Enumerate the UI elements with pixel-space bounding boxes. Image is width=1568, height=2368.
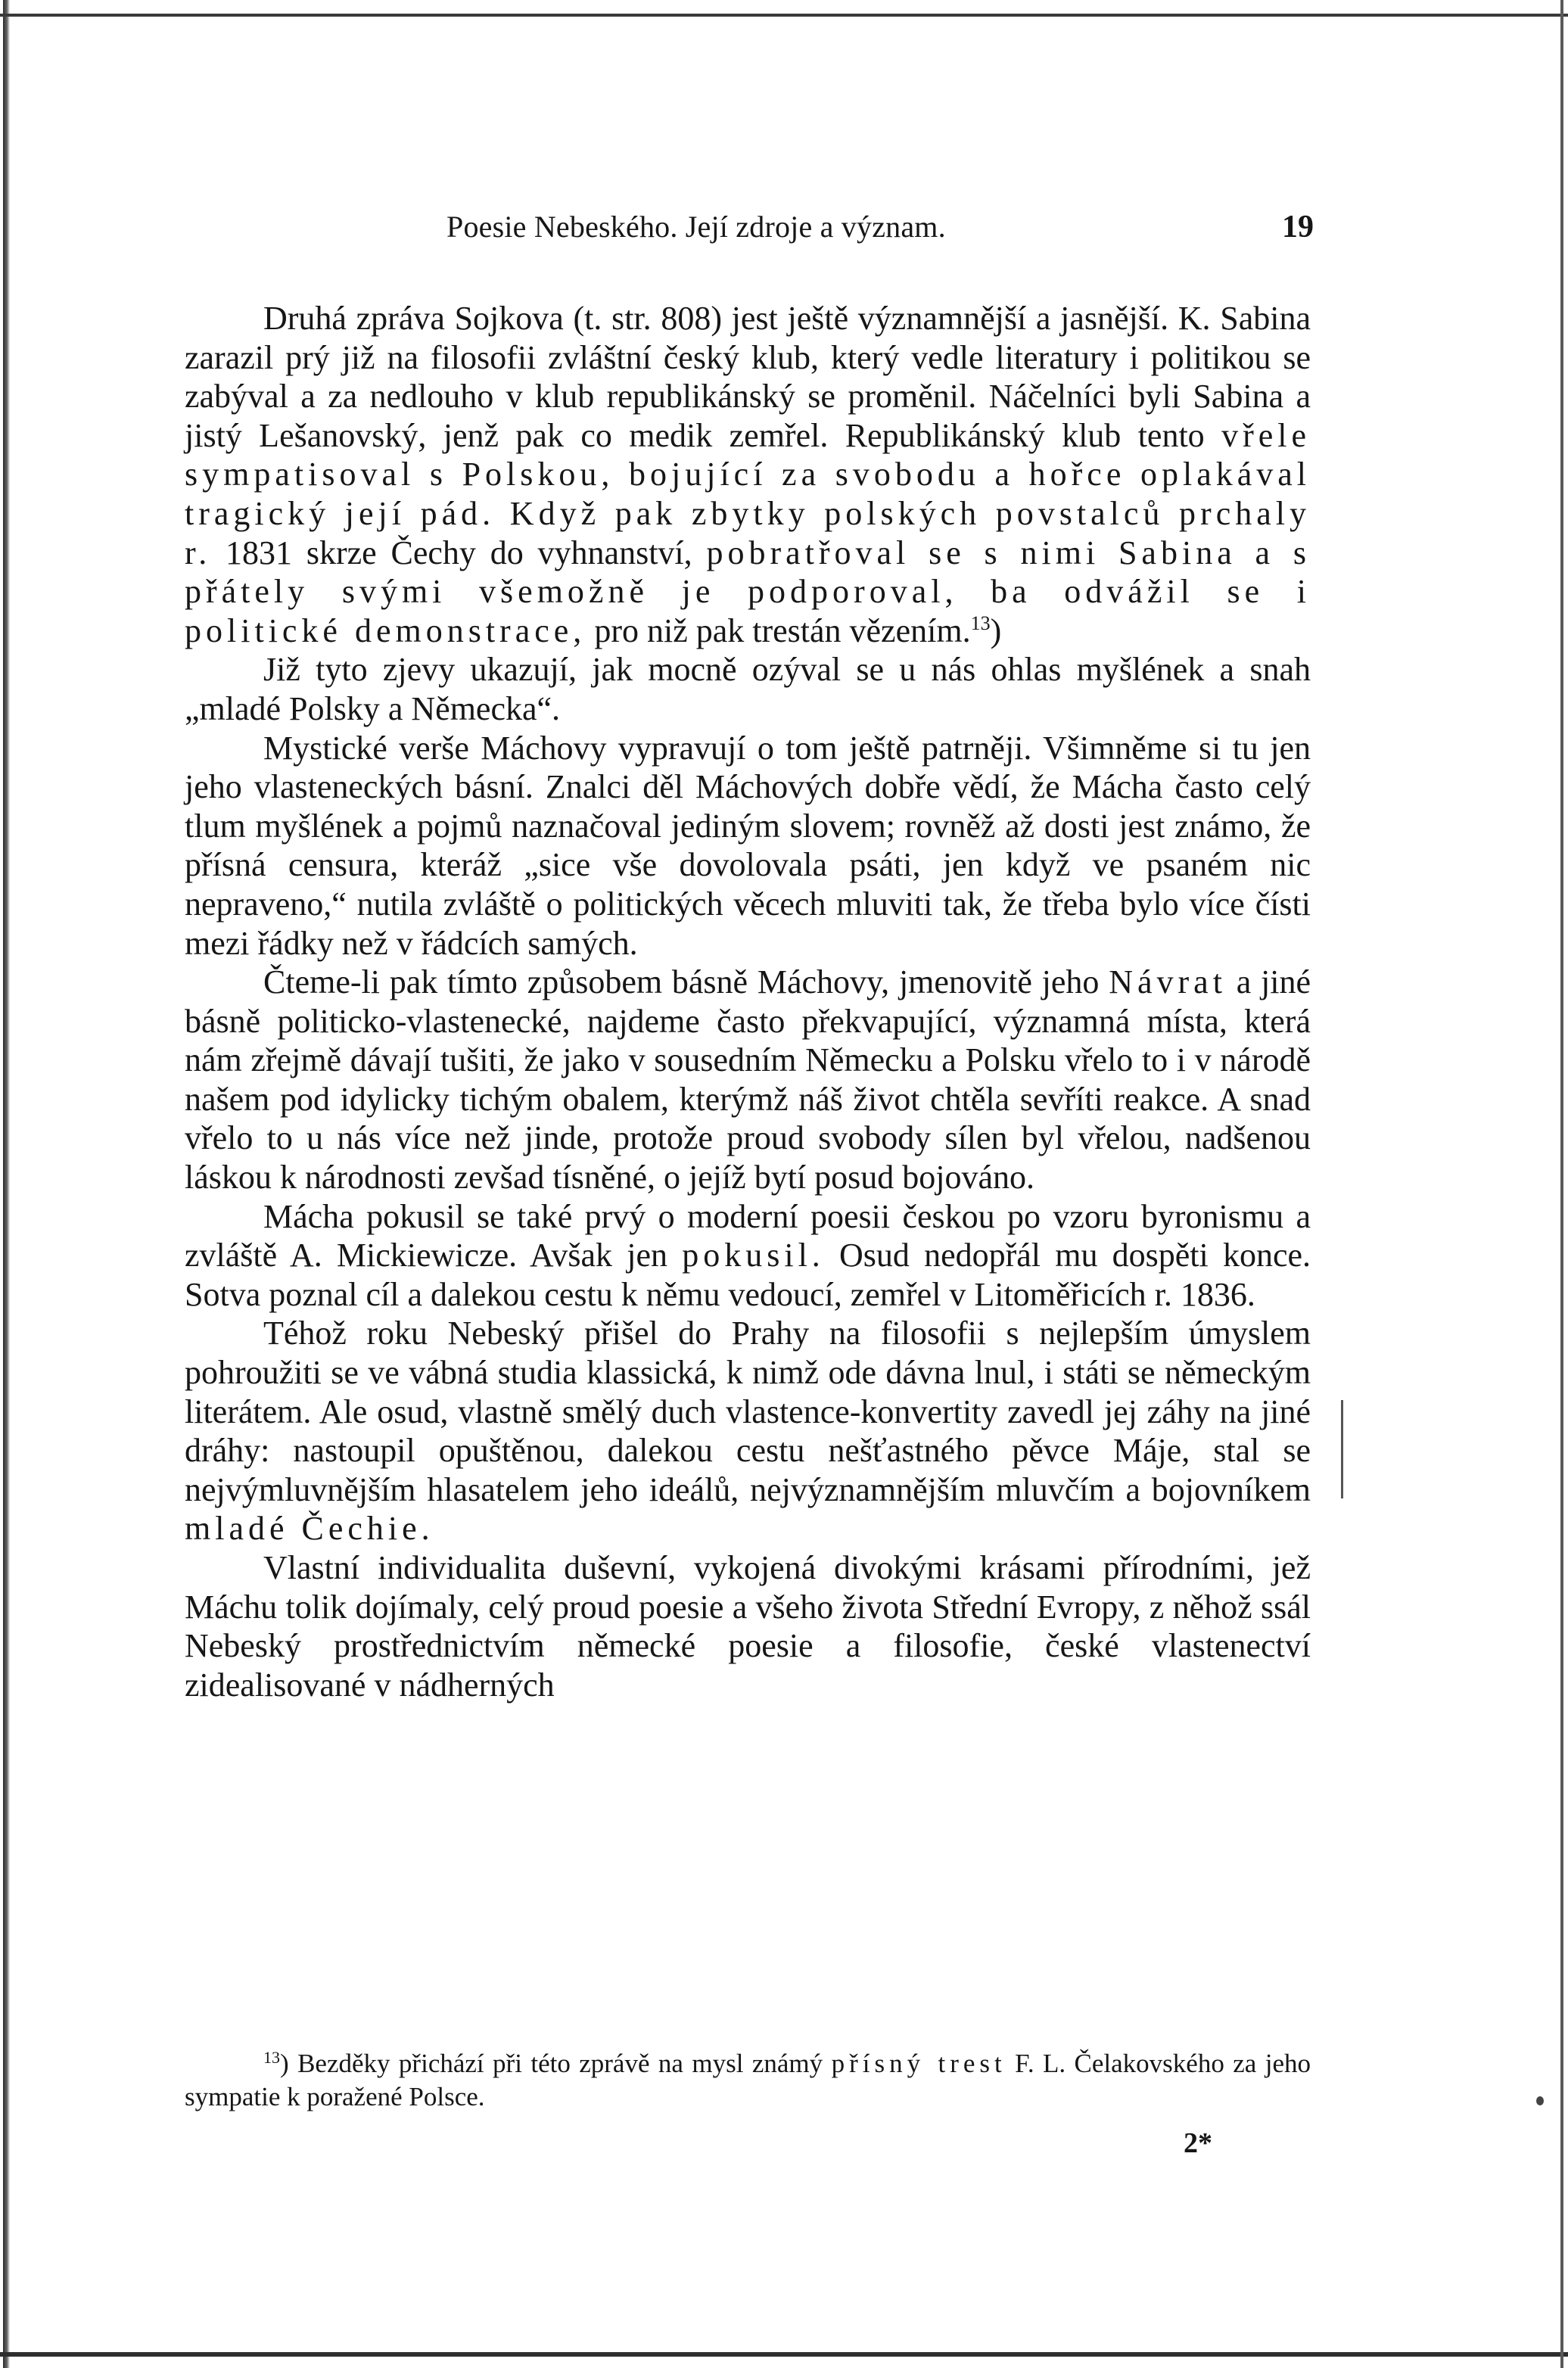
text-run: Druhá zpráva Sojkova (t. str. 808) jest ještě významnější a jasnější. K. Sabina zarazil prý již na filosofii zvláštní český klub, který vedle literatury i politikou se zabýval a za nedlouho v klub republikánský se proměnil. Náčelníci byli Sabina a jistý Lešanovský, jenž pak co medik zemřel. Republikánský klub tento bbox=[185, 300, 1311, 454]
spaced-emphasis-text: přísný trest bbox=[831, 2049, 1006, 2078]
body-text bbox=[185, 299, 1311, 1704]
text-run: Mystické verše Máchovy vypravují o tom ještě patrněji. Všimněme si tu jen jeho vlasteneckých básní. Znalci děl Máchových dobře vědí, že Mácha často celý tlum myšlének a pojmů naznačoval jediným slovem; rovněž až dosti jest známo, že přísná censura, kteráž „sice vše dovolovala psáti, jen když ve psaném nic nepraveno,“ nutila zvláště o politických věcech mluviti tak, že třeba bylo více čísti mezi řádky než v řádcích samých. bbox=[185, 729, 1311, 962]
paragraph bbox=[185, 1548, 1311, 1704]
footnote-mark: 13 bbox=[263, 2048, 280, 2067]
page-edge-left bbox=[3, 0, 10, 2368]
running-header bbox=[182, 204, 1314, 250]
paragraph bbox=[185, 963, 1311, 1197]
page-edge-top bbox=[0, 14, 1568, 17]
spaced-emphasis-text: pobratřoval se s nimi Sabina a s přátely svými všemožně je podporoval, ba odvážil se i politické demonstrace, bbox=[185, 534, 1311, 649]
text-run: Mácha pokusil se také prvý o moderní poesii českou po vzoru byronismu a zvláště A. Mickiewicze. Avšak jen bbox=[185, 1197, 1311, 1274]
spaced-emphasis-text: mladé Čechie. bbox=[185, 1510, 434, 1548]
margin-dot-mark bbox=[1536, 2096, 1544, 2105]
text-run: Již tyto zjevy ukazují, jak mocně ozýval se u nás ohlas myšlének a snah „mladé Polsky a Německa“. bbox=[185, 651, 1311, 727]
spaced-emphasis-text: vřele sympatisoval s Polskou, bojující za svobodu a hořce oplakával tragický její pád. Když pak zbytky polských povstalců prchaly r. bbox=[185, 416, 1311, 571]
text-run: F. L. Čelakovského za jeho sympatie k poražené Polsce. bbox=[185, 2049, 1311, 2111]
footnote-reference: 13 bbox=[970, 611, 991, 634]
text-run: Téhož roku Nebeský přišel do Prahy na filosofii s nejlepším úmyslem pohroužiti se ve vábná studia klassická, k nimž ode dávna lnul, i státi se německým literátem. Ale osud, vlastně smělý duch vlastence-konvertity zavedl jej záhy na jiné dráhy: nastoupil opuštěnou, dalekou cestu nešťastného pěvce Máje, stal se nejvýmluvnějším hlasatelem jeho ideálů, nejvýznamnějším mluvčím a bojovníkem bbox=[185, 1315, 1311, 1508]
page-edge-bottom bbox=[0, 2352, 1568, 2357]
running-title: Poesie Nebeského. Její zdroje a význam. bbox=[446, 210, 946, 244]
signature-mark: 2* bbox=[1184, 2127, 1212, 2159]
spaced-emphasis-text: pokusil. bbox=[682, 1237, 825, 1274]
margin-pencil-mark bbox=[1341, 1400, 1343, 1498]
text-run: ) bbox=[990, 611, 1002, 649]
footnote bbox=[185, 2047, 1311, 2114]
paragraph bbox=[185, 729, 1311, 963]
text-run: pro niž pak trestán vězením. bbox=[586, 611, 971, 649]
text-run: ) Bezděky přichází při této zprávě na mysl známý bbox=[280, 2049, 832, 2078]
paragraph bbox=[185, 1197, 1311, 1315]
paragraph bbox=[185, 1314, 1311, 1548]
page-number: 19 bbox=[1282, 210, 1314, 244]
text-run: Osud nedopřál mu dospěti konce. Sotva poznal cíl a dalekou cestu k němu vedoucí, zemřel v Litoměřicích r. 1836. bbox=[185, 1237, 1311, 1313]
footnote-paragraph bbox=[185, 2047, 1311, 2114]
text-run: 1831 skrze Čechy do vyhnanství, bbox=[211, 534, 707, 571]
text-run: Čteme-li pak tímto způsobem básně Máchovy, jmenovitě jeho bbox=[263, 963, 1109, 1001]
text-run: a jiné básně politicko-vlastenecké, najdeme často překvapující, významná místa, která nám zřejmě dávají tušiti, že jako v sousedním Německu a Polsku vřelo to i v národě našem pod idylicky tichým obalem, kterýmž náš život chtěla sevříti reakce. A snad vřelo to u nás více než jinde, protože proud svobody sílen byl vřelou, nadšenou láskou k národnosti zevšad tísněné, o jejíž bytí posud bojováno. bbox=[185, 963, 1311, 1196]
paragraph bbox=[185, 299, 1311, 650]
page-edge-right bbox=[1560, 0, 1563, 2368]
paragraph bbox=[185, 650, 1311, 728]
text-run: Vlastní individualita duševní, vykojená divokými krásami přírodními, jež Máchu tolik dojímaly, celý proud poesie a všeho života Střední Evropy, z něhož ssál Nebeský prostřednictvím německé poesie a filosofie, české vlastenectví zidealisované v nádherných bbox=[185, 1549, 1311, 1704]
spaced-emphasis-text: Návrat bbox=[1109, 963, 1227, 1001]
